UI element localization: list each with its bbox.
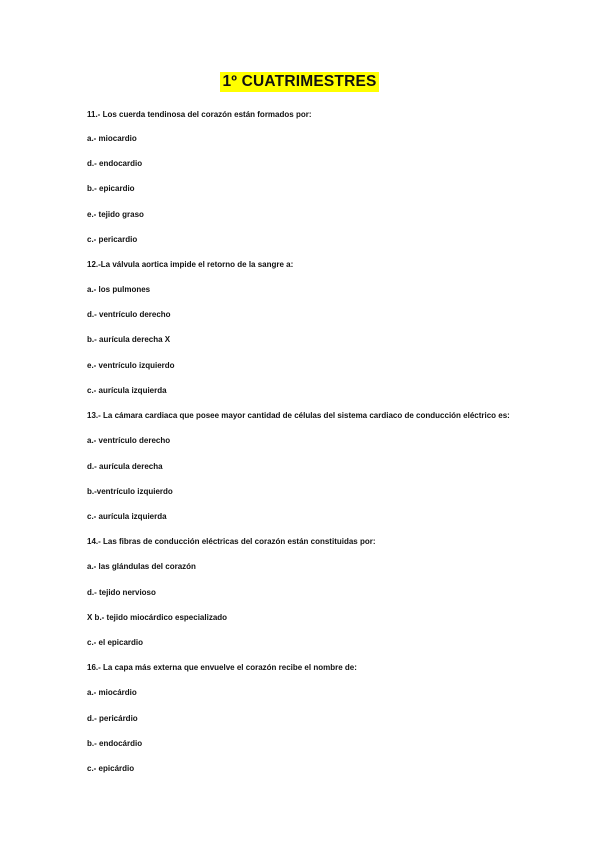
answer-option: c.- pericardio	[87, 235, 138, 244]
answer-option: b.- epicardio	[87, 184, 135, 193]
answer-option: c.- epicárdio	[87, 764, 135, 773]
answer-option: c.- el epicardio	[87, 638, 144, 647]
question-13: 13.- La cámara cardiaca que posee mayor cantidad de células del sistema cardiaco de conducción eléctrico es:	[87, 411, 510, 420]
answer-option: a.- los pulmones	[87, 285, 151, 294]
question-11: 11.- Los cuerda tendinosa del corazón están formados por:	[87, 110, 312, 119]
answer-option-marked: X b.- tejido miocárdico especializado	[87, 613, 228, 622]
answer-option: a.- miocárdio	[87, 688, 137, 697]
answer-option: d.- pericárdio	[87, 714, 138, 723]
answer-option: d.- endocardio	[87, 159, 143, 168]
answer-option: a.- miocardio	[87, 134, 137, 143]
question-16: 16.- La capa más externa que envuelve el corazón recibe el nombre de:	[87, 663, 357, 672]
answer-option-marked: b.- aurícula derecha X	[87, 335, 171, 344]
title-container	[0, 72, 599, 92]
question-14: 14.- Las fibras de conducción eléctricas del corazón están constituidas por:	[87, 537, 376, 546]
answer-option: b.-ventrículo izquierdo	[87, 487, 173, 496]
answer-option: d.- ventrículo derecho	[87, 310, 171, 319]
answer-option: e.- ventrículo izquierdo	[87, 361, 175, 370]
page-title: 1º CUATRIMESTRES	[222, 73, 377, 90]
answer-option: b.- endocárdio	[87, 739, 143, 748]
answer-option: e.- tejido graso	[87, 210, 144, 219]
answer-option: c.- aurícula izquierda	[87, 386, 167, 395]
question-12: 12.-La válvula aortica impide el retorno de la sangre a:	[87, 260, 294, 269]
answer-option: d.- tejido nervioso	[87, 588, 156, 597]
answer-option: d.- aurícula derecha	[87, 462, 163, 471]
answer-option: a.- las glándulas del corazón	[87, 562, 196, 571]
answer-option: a.- ventrículo derecho	[87, 436, 171, 445]
answer-option: c.- aurícula izquierda	[87, 512, 167, 521]
